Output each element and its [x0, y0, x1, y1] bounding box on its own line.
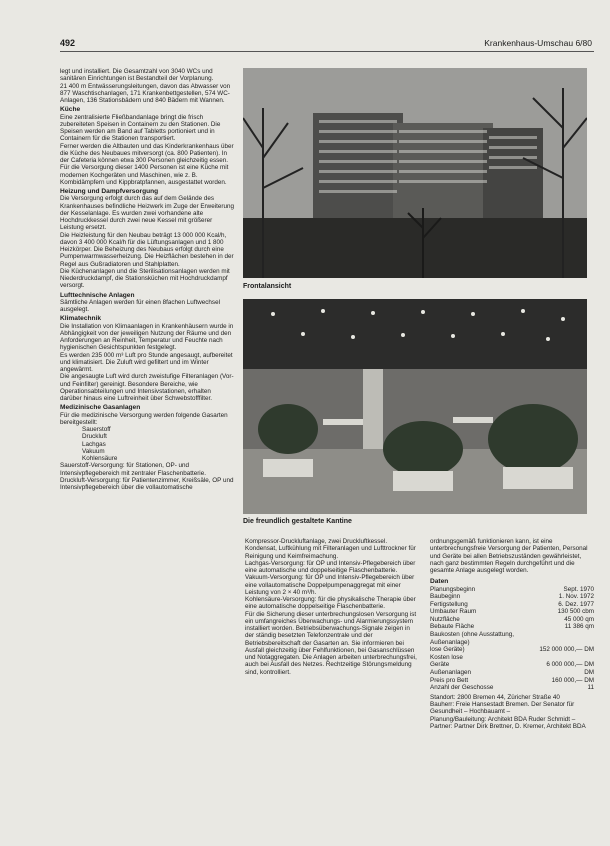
paragraph: Die angesaugte Luft wird durch zweistufige Filteranlagen (Vor- und Feinfilter) gereinigt. Besondere Bereiche, wie Operationsabteilungen und Intensivstationen, erhalten darüber hinaus eine Luftreinheit über Schwebstofffilter.	[60, 373, 234, 402]
text-column-middle	[245, 538, 420, 828]
photo-caption: Frontalansicht	[243, 283, 292, 290]
facts-row: lose Geräte) 152 000 000,— DM	[430, 646, 594, 654]
paragraph: Vakuum-Versorgung: für OP und Intensiv-Pflegebereich über eine vollautomatische Doppelpumpenaggregat mit einer Leistung von 2 × 40 m³/h.	[245, 574, 415, 596]
page-number: 492	[60, 38, 76, 48]
facts-table	[430, 586, 594, 692]
list-item: Kohlensäure	[82, 455, 118, 462]
paragraph: Es werden 235 000 m³ Luft pro Stunde angesaugt, aufbereitet und klimatisiert. Die Zuluft wird gefiltert und im Winter angewärmt.	[60, 351, 233, 373]
section-heading: Küche	[60, 106, 81, 114]
facts-row: Baubeginn 1. Nov. 1972	[430, 593, 594, 601]
paragraph: Lachgas-Versorgung: für OP und Intensiv-Pflegebereich über eine automatische und doppelseitige Flaschenbatterie.	[245, 559, 416, 574]
building-illustration	[243, 68, 587, 278]
credit-line: Planung/Bauleitung: Architekt BDA Ruder Schmidt – Partner: Partner Dirk Brettner, D. Kremer, Architekt BDA	[430, 715, 586, 730]
facts-row: Bebaute Fläche 11 386 qm	[430, 623, 594, 631]
canteen-illustration	[243, 299, 587, 514]
building-front-photo	[243, 68, 587, 278]
facts-row: Baukosten (ohne Ausstattung, Außenanlage)	[430, 631, 515, 646]
paragraph: Ferner werden die Altbauten und das Kinderkrankenhaus über die Küche des Neubaues mitversorgt (ca. 800 Patienten). In der Cafeteria können etwa 300 Personen gleichzeitig essen. Für die Versorgung dieser 1400 Personen ist eine Küche mit modernen Kochgeräten und Maschinen, wie z. B. Kombidämpfern und Kippbratpfannen, ausgestattet worden.	[60, 142, 234, 186]
text-column-right	[430, 538, 594, 828]
facts-row: Umbauter Raum 130 500 cbm	[430, 608, 594, 616]
facts-row: Preis pro Bett 160 000,— DM	[430, 676, 594, 684]
facts-row: Planungsbeginn Sept. 1970	[430, 585, 594, 593]
credit-line: Standort: 2800 Bremen 44, Züricher Straße 40	[430, 693, 560, 701]
section-heading: Klimatechnik	[60, 315, 102, 323]
facts-row: Außenanlagen DM	[430, 669, 594, 677]
facts-heading: Daten	[430, 578, 449, 586]
paragraph: Druckluft-Versorgung: für Patientenzimmer, Kreißsäle, OP und Intensivpflegebereich über die vollautomatische	[60, 476, 234, 491]
credit-line: Bauherr: Freie Hansestadt Bremen. Der Senator für Gesundheit – Hochbauamt –	[430, 701, 575, 716]
paragraph: 21 400 m Entwässerungsleitungen, davon das Abwasser von 877 Waschtischanlagen, 171 Krankenbettgestellen, 574 WC-Anlagen, 136 Stationsbädern und 840 Bädern mit Wannen.	[60, 82, 231, 104]
paragraph: Sauerstoff-Versorgung: für Stationen, OP- und Intensivpflegebereich mit zentraler Flaschenbatterie.	[60, 462, 206, 477]
list-item: Druckluft	[82, 433, 107, 441]
paragraph: Sämtliche Anlagen werden für einen 8fachen Luftwechsel ausgelegt.	[60, 298, 220, 313]
paragraph: Die Heizleistung für den Neubau beträgt 13 000 000 Kcal/h, davon 3 400 000 Kcal/h für die Lüftungsanlagen und 1 800 Heizkörper. Die Beheizung des Neubaus erfolgt durch eine Pumpenwarmwasserheizung. Die Heizflächen bestehen in der Regel aus Gußradiatoren und Stahlplatten.	[60, 231, 234, 268]
paragraph: Eine zentralisierte Fließbandanlage bringt die frisch zubereiteten Speisen in Containern zu den Stationen. Die Speisen werden am Band auf Tabletts portioniert und in Containern für die Stationen transportiert.	[60, 113, 221, 143]
section-heading: Heizung und Dampfversorgung	[60, 188, 159, 195]
list-item: Sauerstoff	[82, 426, 111, 433]
paragraph: Die Küchenanlagen und die Sterilisationsanlagen werden mit Niederdruckdampf, die Stationsküchen mit Hochdruckdampf versorgt.	[60, 267, 230, 290]
facts-row: Geräte 6 000 000,— DM	[430, 661, 594, 669]
paragraph: Für die Sicherung dieser unterbrechungslosen Versorgung ist ein umfangreiches Überwachungs- und Alarmierungssystem installiert worden. Betriebsüberwachungs-Signale zeigen in der ständig besetzten Telefonzentrale und der Betriebsbereitschaft der Gasarten an. Sie informieren bei Ausfall gleichzeitig über Fehlfunktionen, bei Gasanschlüssen und Notaggregaten. Die Anlagen arbeiten unterbrechungsfrei, auch bei Ausfall des Netzes. Rechtzeitige Störungsmeldung sind, kontrolliert.	[245, 610, 417, 676]
paragraph: Die Installation von Klimaanlagen in Krankenhäusern wurde in Abhängigkeit von der jeweiligen Nutzung der Räume und den Anforderungen an Reinheit, Temperatur und Feuchte nach hygienischen Gesichtspunkten festgelegt.	[60, 322, 234, 352]
running-header: Krankenhaus-Umschau 6/80	[484, 38, 592, 48]
section-heading: Lufttechnische Anlagen	[60, 291, 135, 299]
paragraph: ordnungsgemäß funktionieren kann, ist eine unterbrechungsfreie Versorgung der Patienten, Personal und Geräte bei allen Betriebszuständen gewährleistet, nach ganz bestimmten Regeln durchgeführt und die gesamte Anlage ausgelegt worden.	[430, 538, 588, 574]
paragraph: Kompressor-Druckluftanlage, zwei Druckluftkessel. Kondensat, Luftkühlung mit Filteranlagen und Lufttrockner für Reinigung und Keimfreimachung.	[245, 538, 416, 560]
photo-caption: Die freundlich gestaltete Kantine	[243, 518, 352, 525]
paragraph: Die Versorgung erfolgt durch das auf dem Gelände des Krankenhauses befindliche Heizwerk im Zuge der Erweiterung der Kesselanlage. Es wurden zwei vorhandene alte Hochdruckkessel durch zwei neue Kessel mit größerer Leistung ersetzt.	[60, 195, 234, 232]
list-item: Vakuum	[82, 447, 105, 455]
paragraph: Kohlensäure-Versorgung: für die physikalische Therapie über eine automatische doppelseitige Flaschenbatterie.	[245, 596, 416, 611]
facts-row: Fertigstellung 6. Dez. 1977	[430, 600, 594, 608]
list-item: Lachgas	[82, 440, 106, 448]
facts-row: Kosten lose	[430, 653, 463, 661]
canteen-photo	[243, 299, 587, 514]
paragraph: legt und installiert. Die Gesamtzahl von 3040 WCs und sanitären Einrichtungen ist Bestandteil der Vorplanung.	[60, 68, 214, 83]
paragraph: Für die medizinische Versorgung werden folgende Gasarten bereitgestellt:	[60, 411, 228, 426]
section-heading: Medizinische Gasanlagen	[60, 404, 141, 412]
facts-row: Anzahl der Geschosse 11	[430, 684, 594, 692]
header-rule	[60, 51, 594, 52]
facts-row: Nutzfläche 45 000 qm	[430, 615, 594, 623]
text-column-left	[60, 68, 234, 824]
